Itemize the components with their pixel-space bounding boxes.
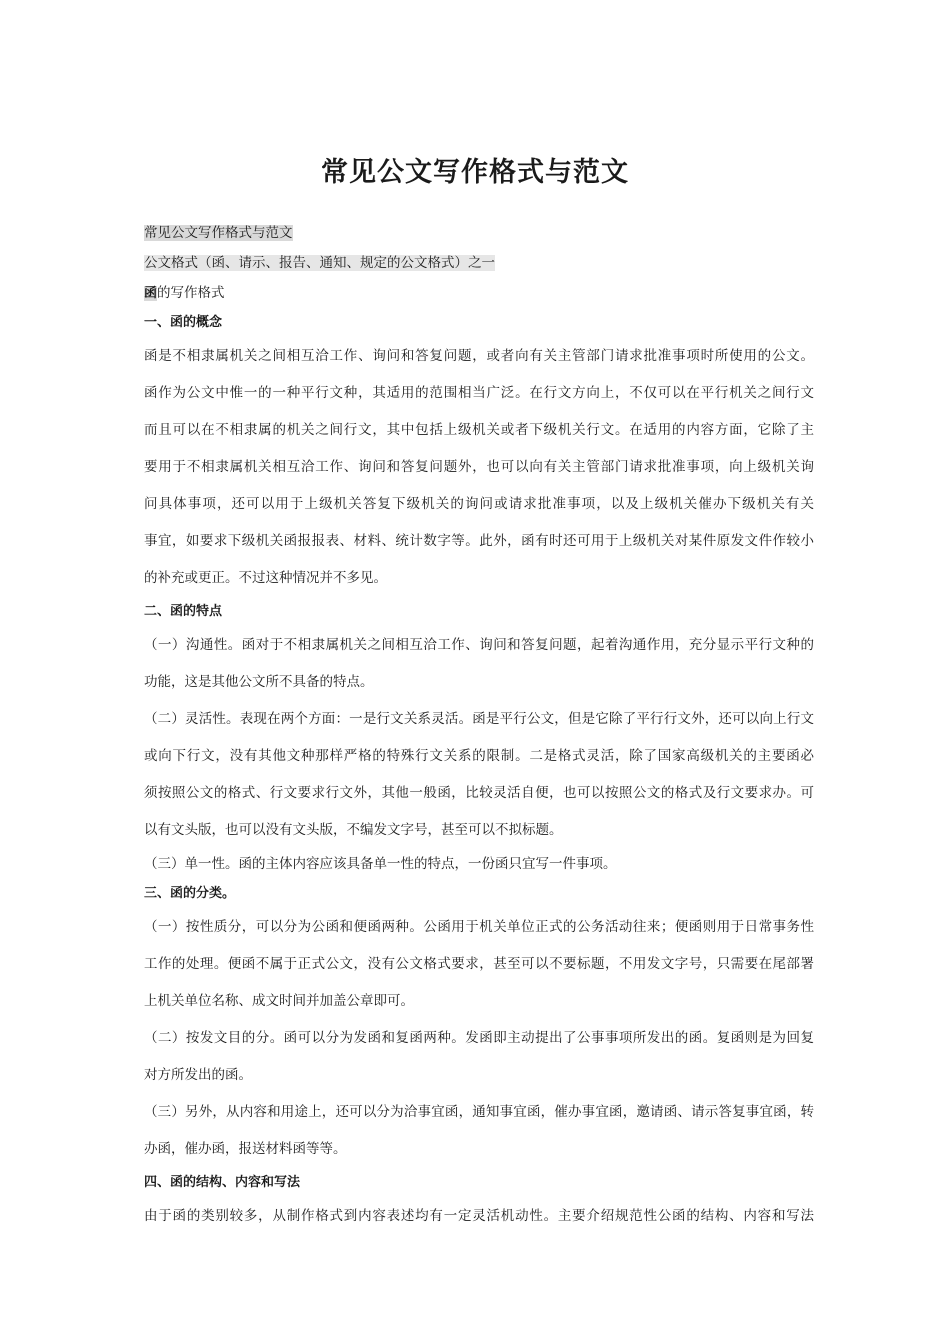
paragraph-line: 要用于不相隶属机关相互洽工作、询问和答复问题外，也可以向有关主管部门请求批准事项，向上级机关询 [144, 459, 814, 475]
paragraph-line: 事宜，如要求下级机关函报报表、材料、统计数字等。此外，函有时还可用于上级机关对某件原发文件作较小 [144, 533, 814, 549]
section-heading-3: 三、函的分类。 [144, 886, 236, 901]
paragraph-line: （一）沟通性。函对于不相隶属机关之间相互洽工作、询问和答复问题，起着沟通作用，充分显示平行文种的 [144, 637, 814, 653]
highlighted-text: 常见公文写作格式与范文 [144, 225, 293, 241]
paragraph-line: 工作的处理。便函不属于正式公文，没有公文格式要求，甚至可以不要标题，不用发文字号，只需要在尾部署 [144, 956, 814, 972]
document-body [144, 218, 814, 1235]
paragraph-line: （二）按发文目的分。函可以分为发函和复函两种。发函即主动提出了公事事项所发出的函。复函则是为回复 [144, 1030, 814, 1046]
paragraph-line: 由于函的类别较多，从制作格式到内容表述均有一定灵活机动性。主要介绍规范性公函的结构、内容和写法 [144, 1208, 814, 1224]
paragraph-line: 的补充或更正。不过这种情况并不多见。 [144, 570, 387, 586]
subtitle-rest: 的写作格式 [157, 285, 225, 301]
paragraph-line: 须按照公文的格式、行文要求行文外，其他一般函，比较灵活自便，也可以按照公文的格式及行文要求办。可 [144, 785, 814, 801]
paragraph-line: 函是不相隶属机关之间相互洽工作、询问和答复问题，或者向有关主管部门请求批准事项时所使用的公文。 [144, 348, 814, 364]
section-heading-1: 一、函的概念 [144, 315, 223, 330]
paragraph-line: 函作为公文中惟一的一种平行文种，其适用的范围相当广泛。在行文方向上，不仅可以在平行机关之间行文 [144, 385, 814, 401]
subtitle-prefix: 函 [144, 286, 158, 301]
paragraph-line: （三）单一性。函的主体内容应该具备单一性的特点，一份函只宜写一件事项。 [144, 856, 617, 872]
paragraph-line: （三）另外，从内容和用途上，还可以分为洽事宜函，通知事宜函，催办事宜函，邀请函、请示答复事宜函，转 [144, 1104, 814, 1120]
paragraph-line: （二）灵活性。表现在两个方面：一是行文关系灵活。函是平行公文，但是它除了平行行文外，还可以向上行文 [144, 711, 814, 727]
section-heading-4: 四、函的结构、内容和写法 [144, 1175, 301, 1190]
paragraph-line: 或向下行文，没有其他文种那样严格的特殊行文关系的限制。二是格式灵活，除了国家高级机关的主要函必 [144, 748, 814, 764]
subtitle-line [144, 278, 814, 308]
paragraph-line: 而且可以在不相隶属的机关之间行文，其中包括上级机关或者下级机关行文。在适用的内容方面，它除了主 [144, 422, 814, 438]
paragraph-line: 上机关单位名称、成文时间并加盖公章即可。 [144, 993, 414, 1009]
header-line-2 [144, 248, 814, 278]
paragraph-line: 以有文头版，也可以没有文头版，不编发文字号，甚至可以不拟标题。 [144, 822, 563, 838]
paragraph-line: 对方所发出的函。 [144, 1067, 252, 1083]
highlighted-text: 公文格式（函、请示、报告、通知、规定的公文格式）之一 [144, 255, 495, 271]
paragraph-line: （一）按性质分，可以分为公函和便函两种。公函用于机关单位正式的公务活动往来；便函则用于日常事务性 [144, 919, 814, 935]
paragraph-line: 问具体事项，还可以用于上级机关答复下级机关的询问或请求批准事项，以及上级机关催办下级机关有关 [144, 496, 814, 512]
paragraph-line: 功能，这是其他公文所不具备的特点。 [144, 674, 374, 690]
paragraph-line: 办函，催办函，报送材料函等等。 [144, 1141, 347, 1157]
section-heading-2: 二、函的特点 [144, 604, 223, 619]
document-title: 常见公文写作格式与范文 [321, 157, 629, 188]
header-line-1 [144, 218, 814, 248]
